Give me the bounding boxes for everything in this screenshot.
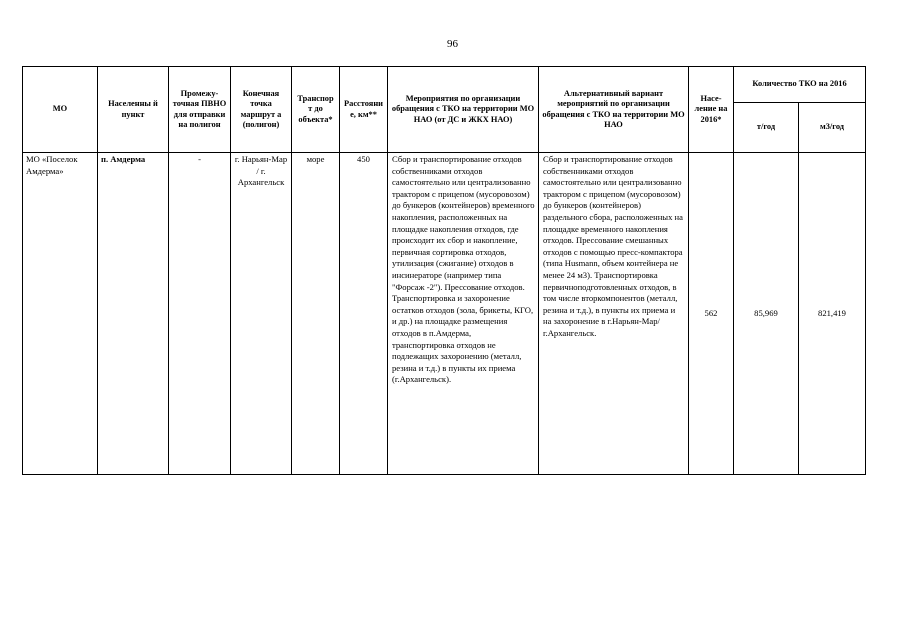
header-t-per-year: т/год bbox=[734, 103, 799, 153]
cell-mo: МО «Поселок Амдерма» bbox=[23, 153, 98, 475]
header-m3-per-year: м3/год bbox=[799, 103, 866, 153]
cell-distance: 450 bbox=[340, 153, 388, 475]
header-distance: Расстояние, км** bbox=[340, 67, 388, 153]
header-quantity: Количество ТКО на 2016 bbox=[734, 67, 866, 103]
header-intermediate-point: Промежу-точная ПВНО для отправки на полигон bbox=[169, 67, 231, 153]
cell-settlement: п. Амдерма bbox=[98, 153, 169, 475]
header-settlement: Населенны й пункт bbox=[98, 67, 169, 153]
header-mo: МО bbox=[23, 67, 98, 153]
cell-endpoint: г. Нарьян-Мар / г. Архангельск bbox=[231, 153, 292, 475]
page-number: 96 bbox=[447, 38, 458, 50]
cell-transport: море bbox=[292, 153, 340, 475]
cell-alternative: Сбор и транспортирование отходов собственниками отходов самостоятельно или централизованно трактором с прицепом (мусоровозом) до бункеров (контейнеров) раздельного сбора, расположенных на площадке временного накопления отходов. Прессование смешанных отходов с помощью пресс-компактора (типа Husmann, объем контейнера не менее 24 м3). Транспортировка первичноподготовленных отходов, в том числе вторкомпонентов (металл, резина и т.д.), в пункты их приема и на захоронение в г.Нарьян-Мар/г.Архангельск. bbox=[539, 153, 689, 475]
cell-intermediate-point: - bbox=[169, 153, 231, 475]
cell-m3-per-year: 821,419 bbox=[799, 153, 866, 475]
header-transport: Транспор т до объекта* bbox=[292, 67, 340, 153]
cell-t-per-year: 85,969 bbox=[734, 153, 799, 475]
table-row bbox=[23, 153, 866, 475]
header-population: Насе-ление на 2016* bbox=[689, 67, 734, 153]
header-measures: Мероприятия по организации обращения с ТКО на территории МО НАО (от ДС и ЖКХ НАО) bbox=[388, 67, 539, 153]
cell-population: 562 bbox=[689, 153, 734, 475]
header-alternative: Альтернативный вариант мероприятий по организации обращения с ТКО на территории МО НАО bbox=[539, 67, 689, 153]
header-endpoint: Конечная точка маршрут а (полигон) bbox=[231, 67, 292, 153]
cell-measures: Сбор и транспортирование отходов собственниками отходов самостоятельно или централизованно трактором с прицепом (мусоровозом) до бункеров (контейнеров) временного накопления, расположенных на площадке накопления отходов, где происходит их сбор и накопление, первичная сортировка отходов, утилизация (сжигание) отходов в инсинераторе (например типа "Форсаж -2"). Прессование отходов. Транспортировка и захоронение остатков отходов (зола, брикеты, КГО, и др.) на площадке размещения отходов в п.Амдерма, транспортировка отходов не подлежащих захоронению (металл, резина и т.д.) в пункты их приема (г.Архангельск). bbox=[388, 153, 539, 475]
waste-management-table bbox=[22, 66, 866, 475]
